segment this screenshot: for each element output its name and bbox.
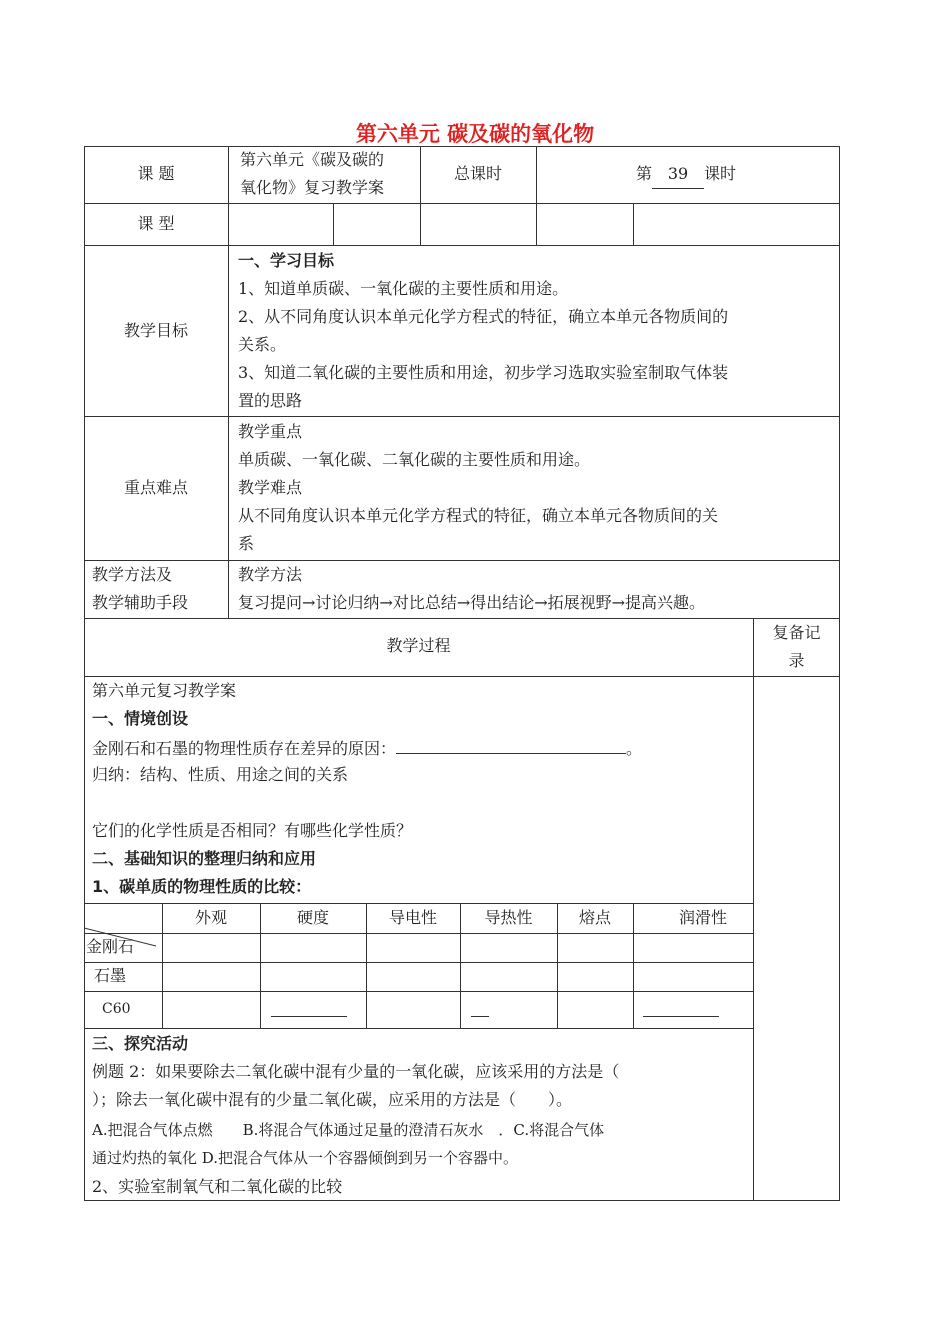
section-heading: 一、情境创设 (92, 709, 189, 728)
lesson-suffix: 课时 (704, 164, 737, 183)
key-points-line: 单质碳、一氧化碳、二氧化碳的主要性质和用途。 (238, 450, 591, 469)
question-1-text: 金刚石和石墨的物理性质存在差异的原因： (92, 739, 397, 758)
key-points-line: 从不同角度认识本单元化学方程式的特征，确立本单元各物质间的关 (238, 506, 719, 525)
col-divider (228, 146, 229, 618)
key-points-line: 系 (238, 534, 255, 553)
key-points-label: 重点难点 (123, 478, 188, 497)
answer-blank (643, 1016, 719, 1017)
answer-blank (471, 1016, 489, 1017)
process-label: 教学过程 (386, 636, 451, 655)
key-points-line: 教学重点 (238, 422, 303, 441)
diagonal-slash (84, 926, 164, 956)
subsection-heading: 1、碳单质的物理性质的比较： (92, 877, 312, 896)
objectives-line: 关系。 (238, 335, 287, 354)
methods-label-line1: 教学方法及 (92, 565, 173, 584)
methods-line1: 教学方法 (238, 565, 303, 584)
answer-blank (396, 733, 626, 754)
subsection-heading: 2、实验室制氧气和二氧化碳的比较 (92, 1177, 343, 1196)
compare-table-border (84, 1028, 753, 1029)
row-divider (84, 560, 840, 561)
question-1-end: 。 (626, 739, 643, 758)
lesson-number: 39 (652, 160, 704, 189)
compare-table-border (84, 933, 753, 934)
options-line: A.把混合气体点燃 B.将混合气体通过足量的澄清石灰水 ．C.将混合气体 (92, 1121, 605, 1139)
example-line: 例题 2：如果要除去二氧化碳中混有少量的一氧化碳，应该采用的方法是（ (92, 1062, 620, 1081)
column-header: 熔点 (578, 908, 611, 927)
col-divider (333, 203, 334, 245)
key-points-line: 教学难点 (238, 478, 303, 497)
lesson-prefix: 第 (636, 164, 653, 183)
objectives-line: 2、从不同角度认识本单元化学方程式的特征，确立本单元各物质间的 (238, 307, 729, 326)
objectives-label: 教学目标 (123, 321, 188, 340)
objectives-heading: 一、学习目标 (238, 251, 335, 270)
col-divider (633, 203, 634, 245)
notes-label-line1: 复备记 (772, 623, 821, 642)
methods-line2: 复习提问→讨论归纳→对比总结→得出结论→拓展视野→提高兴趣。 (238, 593, 706, 612)
section-heading: 二、基础知识的整理归纳和应用 (92, 849, 317, 868)
options-line: 通过灼热的氧化 D.把混合气体从一个容器倾倒到另一个容器中。 (92, 1149, 519, 1167)
objectives-line: 置的思路 (238, 391, 303, 410)
topic-label: 课 题 (137, 164, 175, 183)
methods-label-line2: 教学辅助手段 (92, 593, 189, 612)
column-header: 导热性 (484, 908, 533, 927)
question-2: 它们的化学性质是否相同？有哪些化学性质？ (92, 821, 413, 840)
row-label: 石墨 (94, 966, 127, 985)
total-hours-label: 总课时 (453, 164, 502, 183)
column-header: 润滑性 (678, 908, 727, 927)
column-header: 硬度 (296, 908, 329, 927)
section-heading: 三、探究活动 (92, 1034, 189, 1053)
column-header: 外观 (194, 908, 227, 927)
row-divider (84, 245, 840, 246)
row-divider (84, 618, 840, 619)
answer-blank (271, 1016, 347, 1017)
compare-table-border (84, 991, 753, 992)
compare-table-border (84, 962, 753, 963)
page-title: 第六单元 碳及碳的氧化物 (355, 122, 595, 146)
row-divider (84, 416, 840, 417)
example-line: ）；除去一氧化碳中混有的少量二氧化碳，应采用的方法是（ ）。 (92, 1090, 573, 1109)
objectives-line: 3、知道二氧化碳的主要性质和用途，初步学习选取实验室制取气体装 (238, 363, 729, 382)
row-label: C60 (102, 1001, 131, 1017)
row-label: 金刚石 (86, 937, 135, 956)
summary-text: 归纳：结构、性质、用途之间的关系 (92, 765, 349, 784)
question-1 (92, 733, 642, 763)
notes-label-line2: 录 (788, 651, 805, 670)
doc-title: 第六单元复习教学案 (92, 681, 237, 700)
row-divider (84, 203, 840, 204)
col-divider (536, 146, 537, 245)
lesson-count (636, 160, 736, 189)
type-label: 课 型 (137, 214, 175, 233)
objectives-line: 1、知道单质碳、一氧化碳的主要性质和用途。 (238, 279, 569, 298)
column-header: 导电性 (388, 908, 437, 927)
topic-value-line1: 第六单元《碳及碳的 (240, 150, 385, 169)
topic-value-line2: 氧化物》复习教学案 (240, 178, 385, 197)
